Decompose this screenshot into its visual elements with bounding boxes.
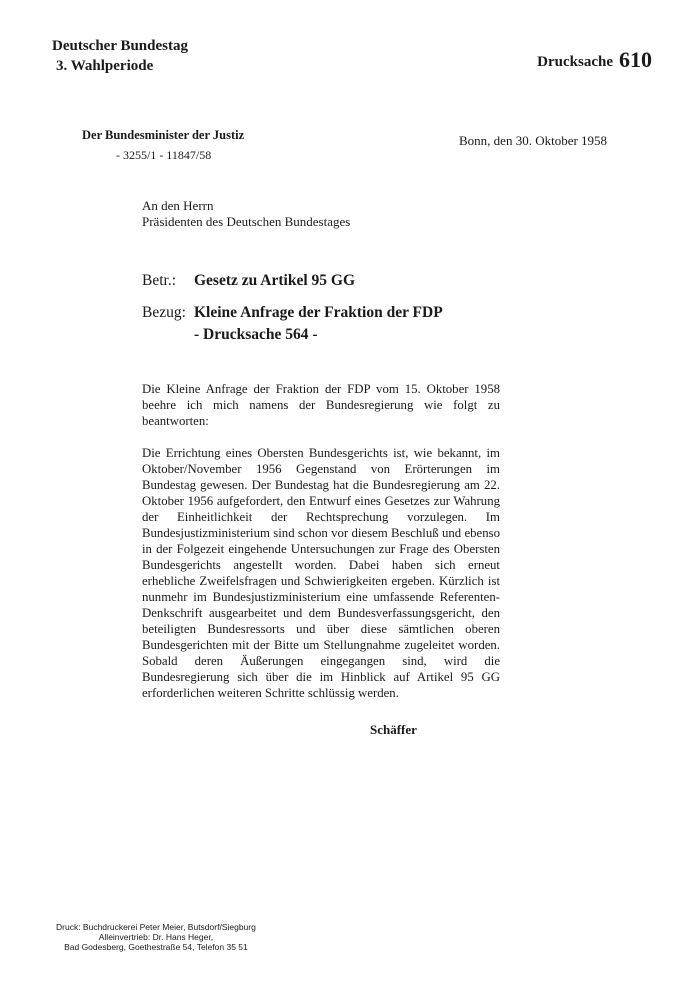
- recipient-block: [142, 198, 350, 230]
- signature: Schäffer: [370, 722, 417, 737]
- imprint-line-1: Druck: Buchdruckerei Peter Meier, Butsdorf/Siegburg: [56, 922, 256, 932]
- bezug-text: Kleine Anfrage der Fraktion der FDP: [194, 304, 443, 321]
- betr-text: Gesetz zu Artikel 95 GG: [194, 272, 355, 289]
- imprint-line-3: Bad Godesberg, Goethestraße 54, Telefon 35 51: [64, 942, 248, 952]
- document-number-block: [537, 46, 652, 72]
- bezug-reference: - Drucksache 564 -: [194, 326, 318, 343]
- betr-label: Betr.:: [142, 272, 177, 289]
- letter-body: [142, 381, 500, 717]
- body-paragraph-1: Die Kleine Anfrage der Fraktion der FDP vom 15. Oktober 1958 beehre ich mich namens der Bundesregierung wie folgt zu beantworten:: [142, 382, 500, 428]
- subject-block: [142, 270, 443, 346]
- imprint-line-2: Alleinvertrieb: Dr. Hans Heger,: [98, 932, 214, 942]
- recipient-salutation: An den Herrn: [142, 198, 214, 213]
- recipient-title: Präsidenten des Deutschen Bundestages: [142, 214, 351, 229]
- sender-block: [82, 125, 244, 165]
- sender-reference: - 3255/1 - 11847/58: [116, 148, 212, 162]
- body-paragraph-2: Die Errichtung eines Obersten Bundesgerichts ist, wie bekannt, im Oktober/November 1956 Gegenstand von Erörterungen im Bundestag gewesen. Der Bundestag hat die Bundesregierung am 22. Oktober 1956 aufgefordert, den Entwurf eines Gesetzes zur Wahrung der Einheitlichkeit der Rechtsprechung vorzulegen. Im Bundesjustizministerium sind schon vor diesem Beschluß und ebenso in der Folgezeit eingehende Untersuchungen zur Frage des Obersten Bundesgerichts angestellt worden. Dabei haben sich erneut erhebliche Zweifelsfragen und Schwierigkeiten ergeben. Kürzlich ist nunmehr im Bundesjustizministerium eine umfassende Referenten-Denkschrift ausgearbeitet und dem Bundesverfassungsgericht, den beteiligten Bundesressorts und über diese sämtlichen oberen Bundesgerichten mit der Bitte um Stellungnahme zugeleitet worden. Sobald deren Äußerungen eingegangen sind, wird die Bundesregierung sich über die im Hinblick auf Artikel 95 GG erforderlichen weiteren Schritte schlüssig werden.: [142, 446, 500, 700]
- bezug-label: Bezug:: [142, 304, 186, 321]
- document-header-left: [52, 36, 188, 76]
- institution-name: Deutscher Bundestag: [52, 38, 188, 54]
- document-label: Drucksache: [537, 54, 613, 70]
- sender-ministry: Der Bundesminister der Justiz: [82, 128, 245, 142]
- subject-betr-row: [142, 270, 443, 292]
- printer-imprint: [56, 922, 256, 952]
- place-date: Bonn, den 30. Oktober 1958: [459, 133, 608, 148]
- document-number: 610: [619, 47, 652, 72]
- subject-bezug-row: [142, 302, 443, 324]
- legislative-period: 3. Wahlperiode: [56, 58, 154, 74]
